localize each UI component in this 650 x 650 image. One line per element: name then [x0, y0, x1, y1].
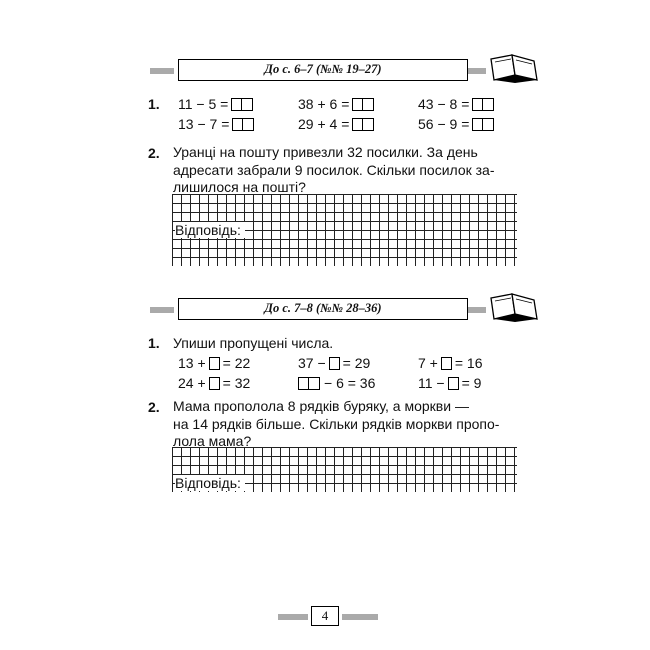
equation-expression: 43 − 8 = [418, 96, 470, 112]
equation-expression: 38 + 6 = [298, 96, 350, 112]
missing-number-box[interactable] [448, 377, 459, 390]
equation-right: − 6 = 36 [324, 375, 376, 391]
word-problem [173, 398, 520, 451]
problem-line: лола мама? [173, 433, 252, 449]
equation [298, 374, 375, 392]
section-header [150, 59, 450, 81]
book-icon [488, 290, 540, 324]
equation-left: 37 − [298, 355, 326, 371]
equation-right: = 29 [342, 355, 371, 371]
section-header [150, 298, 450, 320]
header-bar-right [468, 68, 486, 74]
missing-number-box[interactable] [329, 357, 340, 370]
equation [178, 95, 253, 113]
equation [418, 374, 481, 392]
equation [178, 115, 254, 133]
word-problem [173, 144, 520, 197]
equation [418, 115, 494, 133]
footer-bar-left [278, 614, 308, 620]
page-footer [278, 606, 378, 626]
equation-left: 13 + [178, 355, 206, 371]
equation-right: = 32 [222, 375, 251, 391]
equation-left: 24 + [178, 375, 206, 391]
footer-bar-right [342, 614, 378, 620]
equation-left: 11 − [418, 375, 445, 391]
header-title: До с. 7–8 (№№ 28–36) [264, 301, 382, 315]
equation-right: = 22 [222, 355, 251, 371]
header-bar-left [150, 307, 174, 313]
equation-expression: 11 − 5 = [178, 96, 229, 112]
problem-line: адресати забрали 9 посилок. Скільки посилок за- [173, 161, 495, 178]
equation [298, 354, 370, 372]
equation-right: = 9 [461, 375, 482, 391]
missing-number-box[interactable] [298, 377, 320, 390]
task-number: 1. [148, 335, 160, 351]
task-number: 2. [148, 145, 160, 161]
book-icon [488, 51, 540, 85]
equation [298, 115, 374, 133]
equation-expression: 29 + 4 = [298, 116, 350, 132]
answer-label: Відповідь: [175, 222, 245, 238]
answer-box[interactable] [472, 98, 494, 111]
task-number: 1. [148, 96, 160, 112]
header-bar-right [468, 307, 486, 313]
problem-line: Мама прополола 8 рядків буряку, а моркви — [173, 398, 469, 414]
answer-box[interactable] [231, 98, 253, 111]
header-bar-left [150, 68, 174, 74]
equation [298, 95, 374, 113]
equation-right: = 16 [454, 355, 483, 371]
task-instruction: Упиши пропущені числа. [173, 335, 334, 351]
answer-box[interactable] [232, 118, 254, 131]
header-title: До с. 6–7 (№№ 19–27) [264, 62, 382, 76]
equation-expression: 56 − 9 = [418, 116, 470, 132]
equation-expression: 13 − 7 = [178, 116, 230, 132]
problem-line: лишилося на пошті? [173, 179, 306, 195]
equation [418, 354, 483, 372]
answer-box[interactable] [352, 118, 374, 131]
equation-left: 7 + [418, 355, 438, 371]
equation [178, 354, 250, 372]
equation [178, 374, 250, 392]
missing-number-box[interactable] [441, 357, 452, 370]
missing-number-box[interactable] [209, 377, 220, 390]
problem-line: на 14 рядків більше. Скільки рядків моркви пропо- [173, 415, 500, 432]
equation [418, 95, 494, 113]
answer-label: Відповідь: [175, 475, 245, 491]
answer-box[interactable] [472, 118, 494, 131]
answer-box[interactable] [352, 98, 374, 111]
missing-number-box[interactable] [209, 357, 220, 370]
header-box [178, 59, 468, 81]
task-number: 2. [148, 399, 160, 415]
page-number: 4 [311, 606, 339, 626]
header-box [178, 298, 468, 320]
problem-line: Уранці на пошту привезли 32 посилки. За день [173, 144, 478, 160]
